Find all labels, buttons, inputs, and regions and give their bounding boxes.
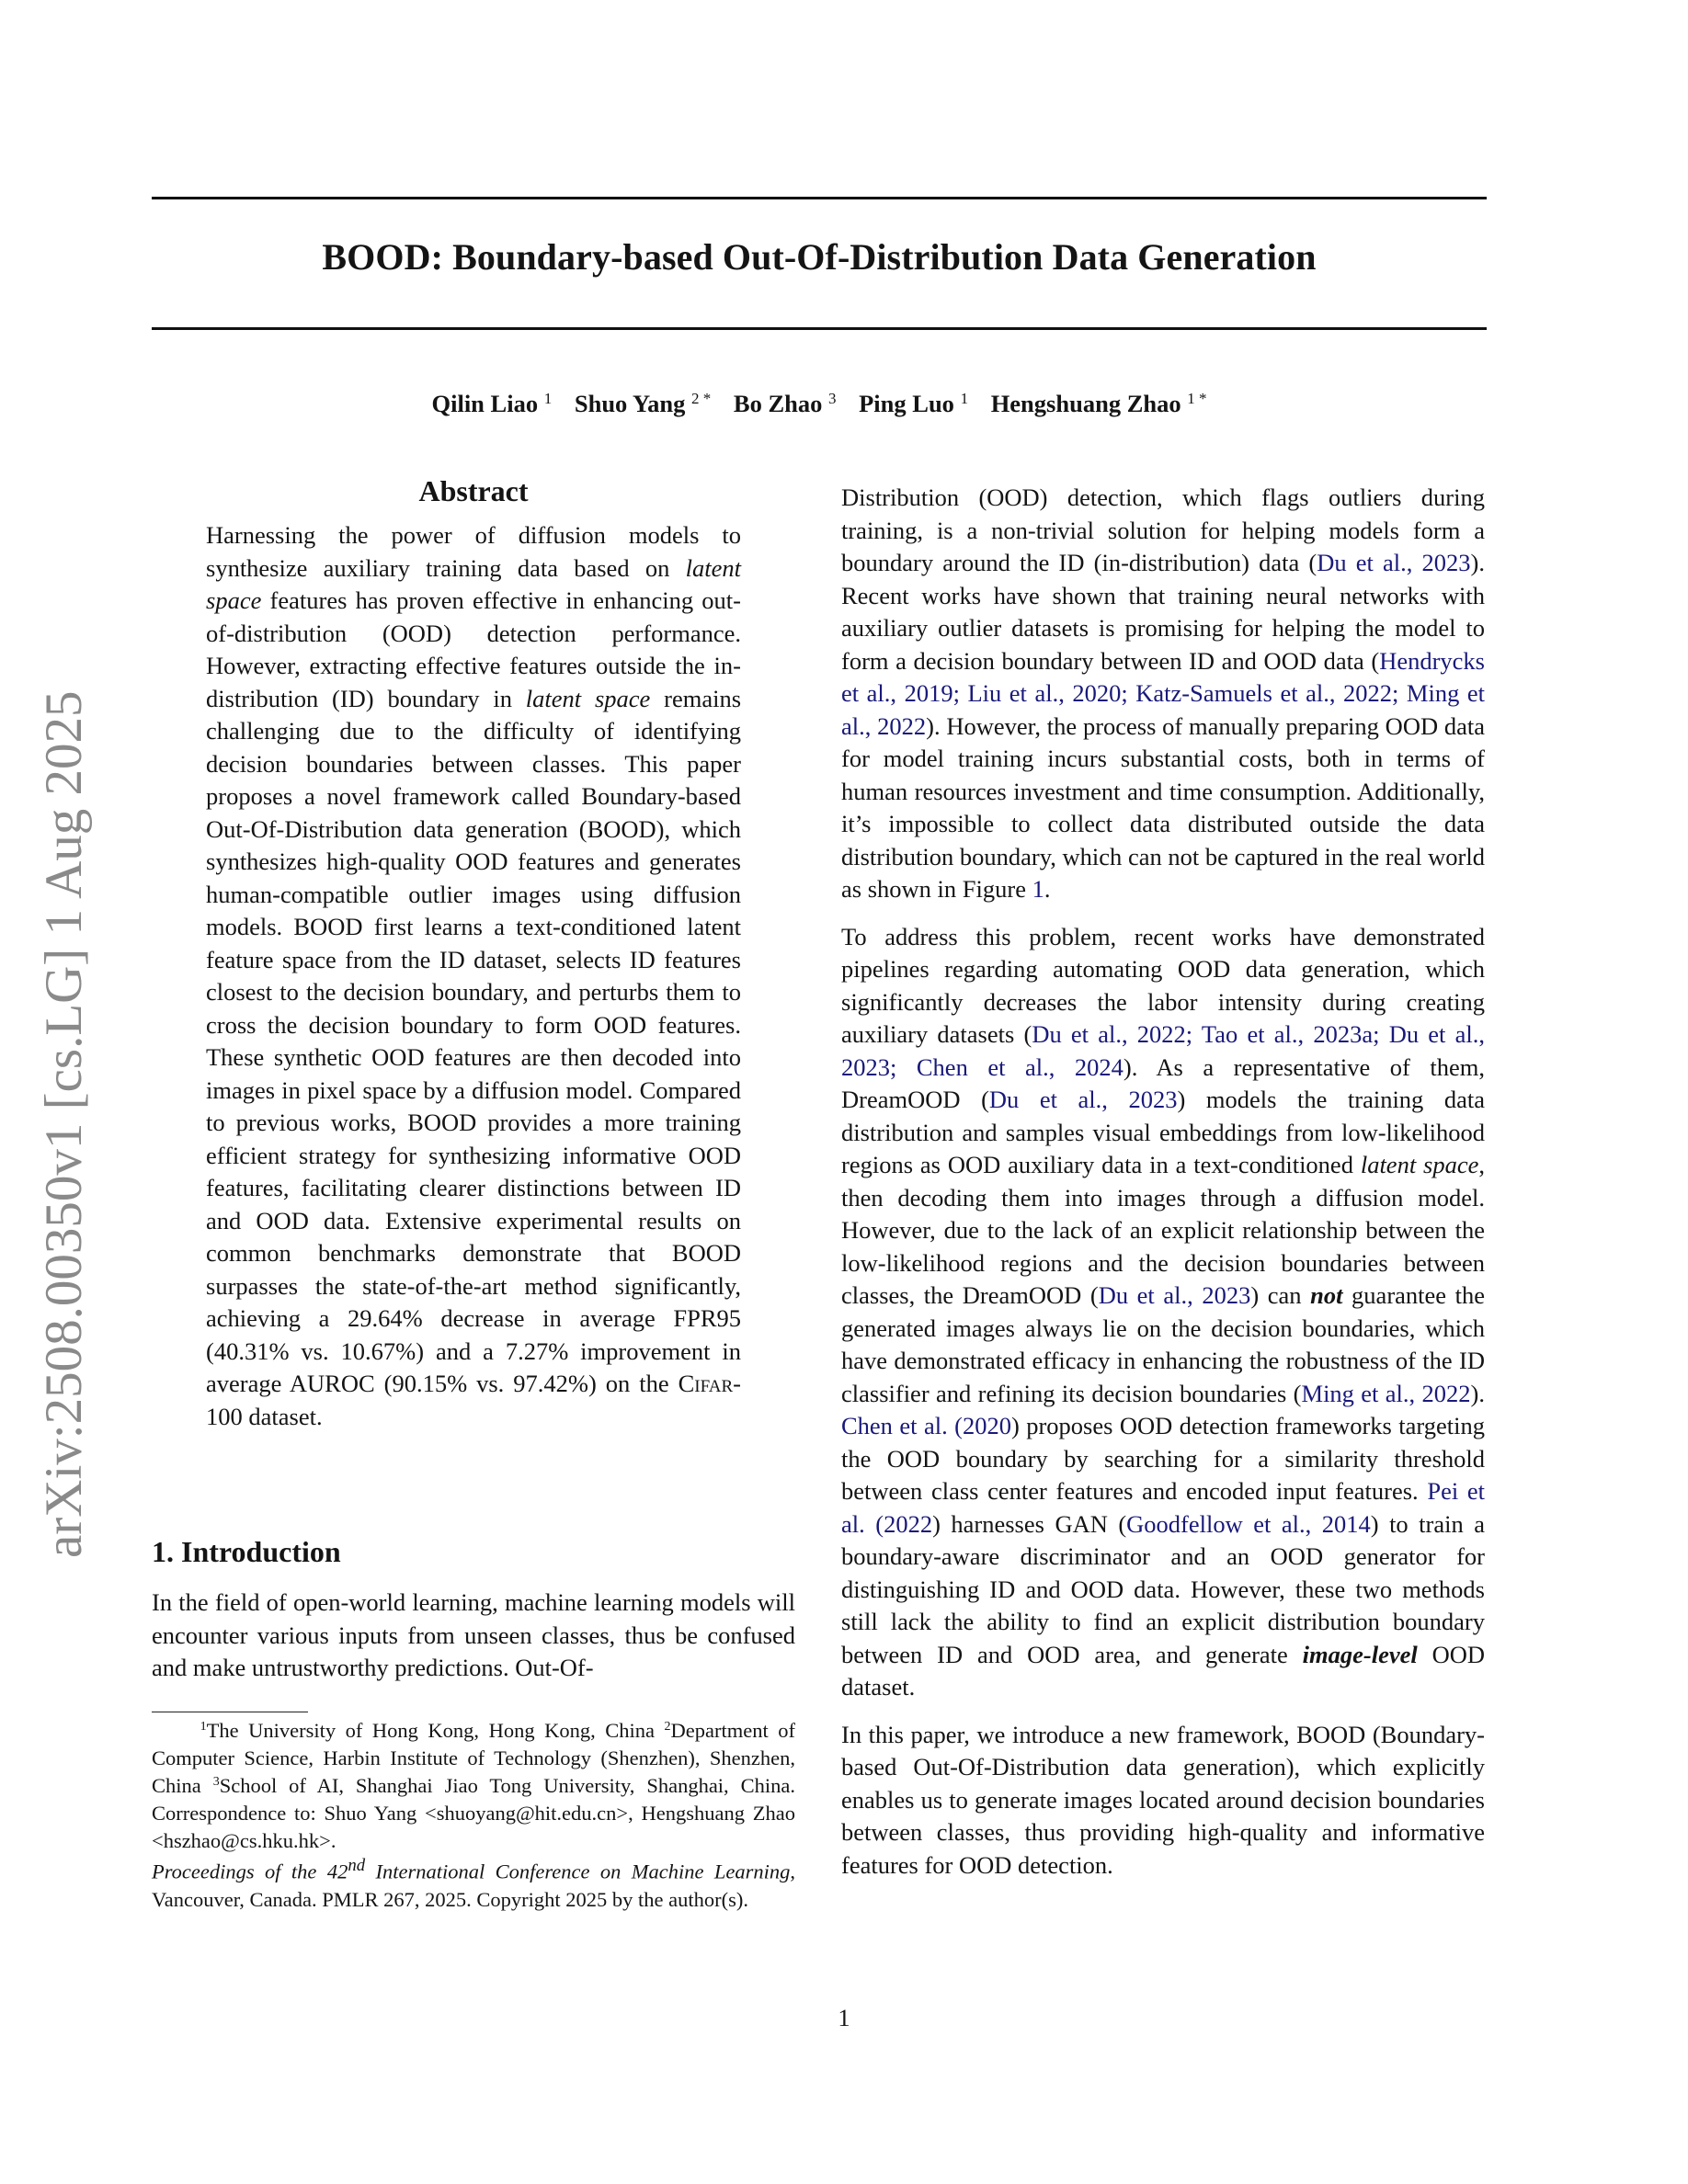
author: Bo Zhao $^3$ <box>733 390 837 417</box>
author-list <box>152 390 1487 418</box>
paper-title: BOOD: Boundary-based Out-Of-Distribution Data Generation <box>322 236 1317 278</box>
emphasis: latent space <box>1360 1151 1479 1178</box>
body-paragraph <box>841 921 1485 1704</box>
text-run: ). Recent works have shown that training neural networks with auxiliary outlier datasets is promising for helping the model to form a decision boundary between ID and OOD data ( <box>841 549 1485 675</box>
emphasis: image-level <box>1302 1640 1418 1668</box>
text-run: ). <box>1470 1379 1485 1407</box>
text-run: . <box>1044 875 1051 903</box>
author: Ping Luo $^1$ <box>859 390 969 417</box>
abstract-heading: Abstract <box>418 474 529 507</box>
right-column <box>841 482 1485 1896</box>
abstract-text: Harnessing the power of diffusion models to synthesize auxiliary training data based on latent space features has proven effective in enhancing out-of-distribution (OOD) detection performance. However, extracting effective features outside the in-distribution (ID) boundary in latent space remains challenging due to the difficulty of identifying decision boundaries between classes. This paper proposes a novel framework called Boundary-based Out-Of-Distribution data generation (BOOD), which synthesizes high-quality OOD features and generates human-compatible outlier images using diffusion models. BOOD first learns a text-conditioned latent feature space from the ID dataset, selects ID features closest to the decision boundary, and perturbs them to cross the decision boundary to form OOD features. These synthetic OOD features are then decoded into images in pixel space by a diffusion model. Compared to previous works, BOOD provides a more training efficient strategy for synthesizing informative OOD features, facilitating clearer distinctions between ID and OOD data. Extensive experimental results on common benchmarks demonstrate that BOOD surpasses the state-of-the-art method significantly, achieving a 29.64% decrease in average FPR95 (40.31% vs. 10.67%) and a 7.27% improvement in average AUROC (90.15% vs. 97.42%) on the Cifar-100 dataset. <box>206 521 742 1430</box>
citation-link[interactable]: 1 <box>1032 875 1044 903</box>
citation-link[interactable]: Chen et al. (2020 <box>841 1412 1011 1439</box>
body-paragraph <box>841 482 1485 906</box>
affiliation-footnote: $^1$The University of Hong Kong, Hong Kong, China $^2$Department of Computer Science, Harbin Institute of Technology (Shenzhen), Shenzhen, China $^3$School of AI, Shanghai Jiao Tong University, Shanghai, China. Correspondence to: Shuo Yang <shuoyang@hit.edu.cn>, Hengshuang Zhao <hszhao@cs.hku.hk>. <box>152 1719 796 1852</box>
page-number: 1 <box>838 2004 850 2031</box>
title-rule-top <box>152 197 1487 199</box>
text-run: ). As a representative of them, DreamOOD ( <box>841 1052 1485 1113</box>
citation-link[interactable]: Du et al., 2023 <box>1317 549 1471 576</box>
citation-link[interactable]: Hendrycks et al., 2019; Liu et al., 2020; Katz-Samuels et al., 2022; Ming et al., 2022 <box>841 646 1485 740</box>
citation-link[interactable]: Du et al., 2023 <box>1098 1281 1251 1309</box>
title-rule-bottom <box>152 327 1487 330</box>
text-run: guarantee the generated images always lie on the decision boundaries, which have demonstrated efficacy in enhancing the robustness of the ID classifier and refining its decision boundaries ( <box>841 1281 1485 1407</box>
abstract-section <box>206 474 741 1433</box>
text-run: Distribution (OOD) detection, which flags outliers during training, is a non-trivial solution for helping models form a boundary around the ID (in-distribution) data ( <box>841 483 1485 576</box>
text-run: OOD dataset. <box>841 1640 1486 1701</box>
introduction-section <box>152 1535 795 1685</box>
citation-link[interactable]: Ming et al., 2022 <box>1301 1379 1471 1407</box>
citation-link[interactable]: Pei et al. (2022 <box>841 1477 1485 1538</box>
text-run: ) can <box>1250 1281 1311 1309</box>
author: Hengshuang Zhao $^{1 *}$ <box>990 390 1207 417</box>
text-run: To address this problem, recent works have demonstrated pipelines regarding automating OOD data generation, which significantly decreases the labor intensity during creating auxiliary datasets ( <box>841 922 1485 1048</box>
proceedings-note: Proceedings of the 42nd International Conference on Machine Learning, Vancouver, Canada. PMLR 267, 2025. Copyright 2025 by the author(s). <box>152 1856 796 1911</box>
citation-link[interactable]: Goodfellow et al., 2014 <box>1126 1509 1371 1538</box>
author: Shuo Yang $^{2 *}$ <box>574 390 712 417</box>
author: Qilin Liao $^1$ <box>431 390 553 417</box>
citation-link[interactable]: Du et al., 2022; Tao et al., 2023a; Du et al., 2023; Chen et al., 2024 <box>841 1020 1485 1081</box>
intro-text: In the field of open-world learning, machine learning models will encounter various inputs from unseen classes, thus be confused and make untrustworthy predictions. Out-Of- <box>152 1588 795 1681</box>
text-run: ) to train a boundary-aware discriminator and an OOD generator for distinguishing ID and OOD data. However, these two methods still lack the ability to find an explicit distribution boundary between ID and OOD area, and generate <box>841 1509 1485 1668</box>
text-run: ). However, the process of manually preparing OOD data for model training incurs substantial costs, both in terms of human resources investment and time consumption. Additionally, it’s impossible to collect data distributed outside the data distribution boundary, which can not be captured in the real world as shown in Figure <box>841 711 1485 903</box>
text-run: ) proposes OOD detection frameworks targeting the OOD boundary by searching for a similarity threshold between class center features and encoded input features. <box>841 1412 1486 1505</box>
body-paragraph <box>841 1719 1485 1883</box>
text-run: In this paper, we introduce a new framework, BOOD (Boundary-based Out-Of-Distribution data generation), which explicitly enables us to generate images located around decision boundaries between classes, thus providing high-quality and informative features for OOD detection. <box>841 1720 1485 1879</box>
text-run: ) harnesses GAN ( <box>932 1509 1127 1538</box>
arxiv-stamp: arXiv:2508.00350v1 [cs.LG] 1 Aug 2025 <box>35 690 93 1558</box>
section-heading: 1. Introduction <box>152 1535 341 1568</box>
dataset-name: Cifar <box>678 1370 734 1397</box>
citation-link[interactable]: Du et al., 2023 <box>988 1086 1178 1113</box>
text-run: ) models the training data distribution and samples visual embeddings from low-likelihood regions as OOD auxiliary data in a text-conditioned <box>841 1086 1486 1178</box>
text-run: , then decoding them into images through a diffusion model. However, due to the lack of an explicit relationship between the low-likelihood regions and the decision boundaries between classes, the DreamOOD ( <box>841 1151 1486 1309</box>
emphasis: not <box>1310 1281 1343 1309</box>
